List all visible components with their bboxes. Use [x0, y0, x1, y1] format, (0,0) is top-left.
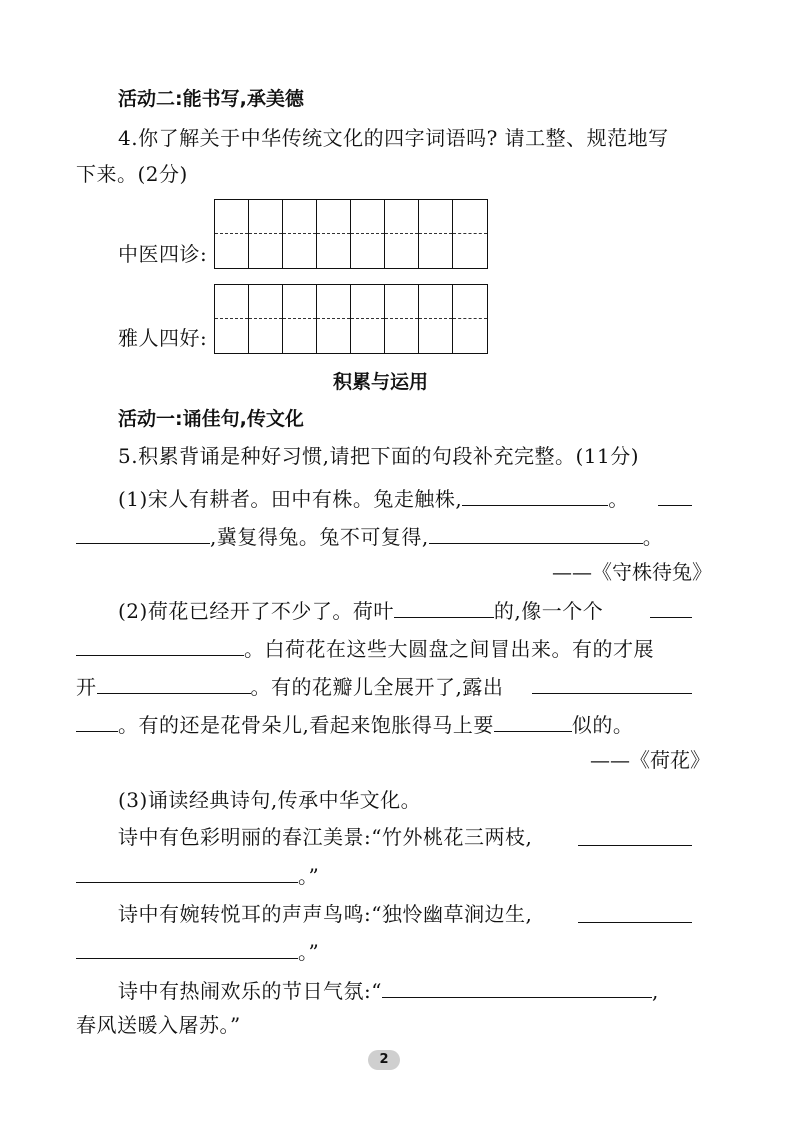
q5-intro: 5.积累背诵是种好习惯,请把下面的句段补充完整。(11分): [118, 444, 639, 468]
q5-p3-line2-end: 。”: [298, 940, 320, 964]
q5-p3-line3: [118, 977, 659, 1003]
writing-grid-row1[interactable]: [214, 199, 488, 269]
grid-cell[interactable]: [419, 200, 453, 268]
q5-p2-text-b: 的,像一个个: [493, 599, 604, 623]
grid-cell[interactable]: [283, 285, 317, 353]
grid-cell[interactable]: [249, 200, 283, 268]
grid-cell[interactable]: [215, 200, 249, 268]
answer-blank[interactable]: [76, 523, 210, 544]
q5-p1-line2: [76, 523, 663, 549]
page-number: 2: [368, 1050, 400, 1070]
grid-cell[interactable]: [453, 200, 487, 268]
q5-p2-text-c: 。白荷花在这些大圆盘之间冒出来。有的才展: [244, 637, 654, 661]
answer-blank[interactable]: [578, 902, 692, 923]
q5-p1-source: ——《守株待兔》: [552, 560, 712, 584]
q4-row1-label: 中医四诊:: [118, 242, 208, 266]
answer-blank[interactable]: [494, 711, 572, 732]
q5-p1-text-a: (1)宋人有耕者。田中有株。兔走触株,: [118, 487, 463, 511]
activity2-title: 活动二:能书写,承美德: [118, 88, 304, 110]
q5-p3-line1-end: 。”: [298, 864, 320, 888]
grid-cell[interactable]: [385, 285, 419, 353]
q5-p3-line3-mid: ,: [651, 979, 659, 1003]
grid-cell[interactable]: [317, 200, 351, 268]
writing-grid-row2[interactable]: [214, 284, 488, 354]
q5-p2-line1: [118, 597, 603, 623]
q5-p2-line3: [76, 673, 503, 699]
answer-blank[interactable]: [76, 635, 244, 656]
q5-p2-text-f: 。有的还是花骨朵儿,看起来饱胀得马上要: [118, 713, 494, 737]
q5-p3-intro: (3)诵读经典诗句,传承中华文化。: [118, 788, 422, 812]
q5-p3-line2: 诗中有婉转悦耳的声声鸟鸣:“独怜幽草涧边生,: [118, 902, 533, 926]
answer-blank[interactable]: [76, 862, 298, 883]
q4-line1: 4.你了解关于中华传统文化的四字词语吗? 请工整、规范地写: [118, 126, 669, 150]
answer-blank[interactable]: [76, 938, 298, 959]
activity1-title: 活动一:诵佳句,传文化: [118, 408, 304, 430]
q5-p2-line4: [76, 711, 633, 737]
grid-cell[interactable]: [215, 285, 249, 353]
q4-row2-label: 雅人四好:: [118, 326, 208, 350]
q5-p1-text-c: ,冀复得兔。兔不可复得,: [210, 525, 429, 549]
q5-p3-line1b: [76, 862, 319, 888]
answer-blank[interactable]: [532, 673, 692, 694]
grid-cell[interactable]: [351, 200, 385, 268]
q5-p2-source: ——《荷花》: [590, 748, 710, 772]
q5-p2-text-g: 似的。: [571, 713, 634, 737]
section-title: 积累与运用: [333, 371, 429, 393]
q4-line2: 下来。(2分): [76, 162, 188, 186]
q5-p2-text-d: 开: [76, 675, 97, 699]
grid-cell[interactable]: [249, 285, 283, 353]
answer-blank[interactable]: [578, 825, 692, 846]
q5-p1-text-b: 。: [608, 487, 629, 511]
q5-p2-text-a: (2)荷花已经开了不少了。荷叶: [118, 599, 394, 623]
grid-cell[interactable]: [317, 285, 351, 353]
answer-blank[interactable]: [97, 673, 251, 694]
answer-blank[interactable]: [658, 485, 692, 506]
answer-blank[interactable]: [76, 711, 118, 732]
q5-p1-text-d: 。: [642, 525, 664, 549]
q5-p1-line1: [118, 485, 629, 511]
answer-blank[interactable]: [394, 597, 494, 618]
answer-blank[interactable]: [382, 977, 652, 998]
grid-cell[interactable]: [419, 285, 453, 353]
grid-cell[interactable]: [385, 200, 419, 268]
q5-p3-line3-text: 诗中有热闹欢乐的节日气氛:“: [118, 979, 382, 1003]
answer-blank[interactable]: [462, 485, 608, 506]
q5-p3-line2b: [76, 938, 319, 964]
q5-p3-line3b: 春风送暖入屠苏。”: [76, 1013, 241, 1037]
grid-cell[interactable]: [283, 200, 317, 268]
grid-cell[interactable]: [453, 285, 487, 353]
answer-blank[interactable]: [429, 523, 643, 544]
q5-p3-line1: 诗中有色彩明丽的春江美景:“竹外桃花三两枝,: [118, 825, 533, 849]
grid-cell[interactable]: [351, 285, 385, 353]
answer-blank[interactable]: [650, 597, 692, 618]
q5-p2-line2: [76, 635, 654, 661]
q5-p2-text-e: 。有的花瓣儿全展开了,露出: [250, 675, 504, 699]
